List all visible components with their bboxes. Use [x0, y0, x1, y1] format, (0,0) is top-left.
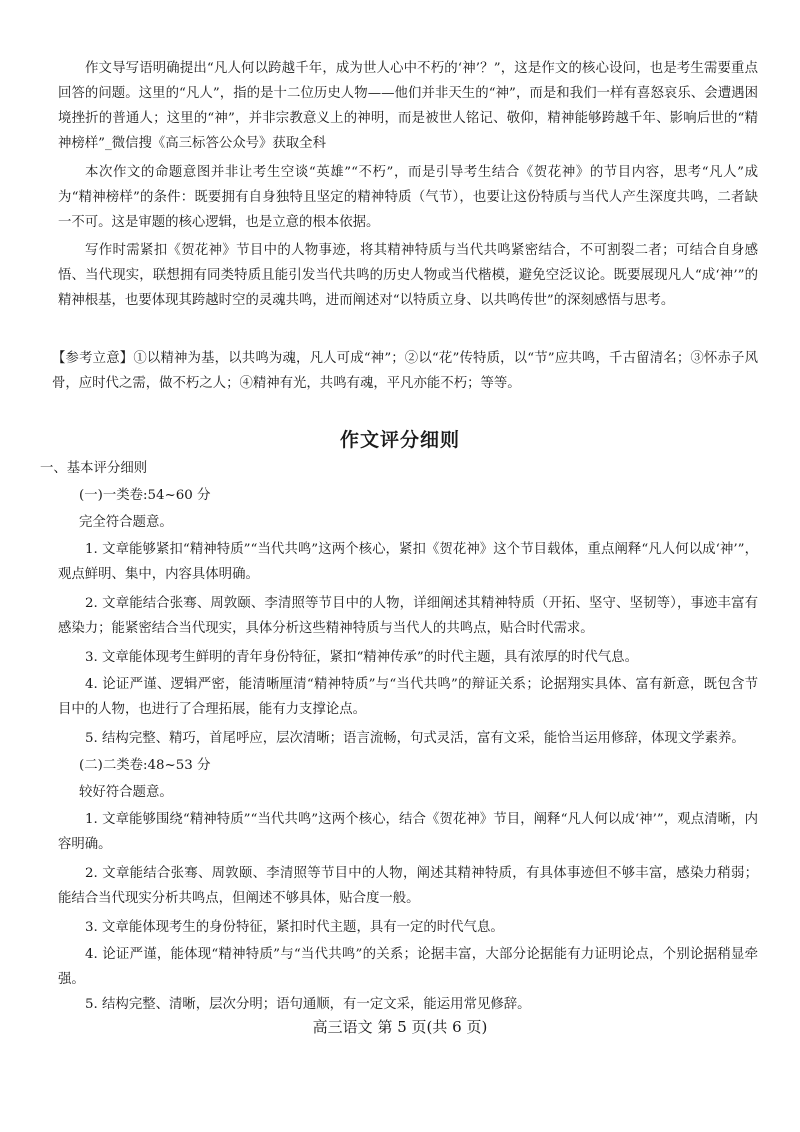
class1-item-5: 5. 结构完整、精巧，首尾呼应，层次清晰；语言流畅，句式灵活，富有文采，能恰当运用修辞，体现文学素养。 [85, 731, 745, 746]
intro-paragraph-2: 本次作文的命题意图并非让考生空谈“英雄”“不朽”，而是引导考生结合《贺花神》的节目内容，思考“凡人”成为“精神榜样”的条件：既要拥有自身独特且坚定的精神特质（气节），也要让这份特质与当代人产生深度共鸣，二者缺一不可。这是审题的核心逻辑，也是立意的根本依据。 [58, 165, 758, 230]
class1-summary: 完全符合题意。 [79, 515, 173, 530]
class2-item-4: 4. 论证严谨，能体现“精神特质”与“当代共鸣”的关系；论据丰富，大部分论据能有力证明论点，个别论据稍显牵强。 [58, 947, 758, 987]
class2-heading: (二)二类卷:48~53 分 [79, 758, 211, 773]
class1-item-2: 2. 文章能结合张骞、周敦颐、李清照等节目中的人物，详细阐述其精神特质（开拓、坚守、坚韧等），事迹丰富有感染力；能紧密结合当代现实，具体分析这些精神特质与当代人的共鸣点，贴合时代需求。 [58, 596, 758, 636]
intro-paragraph-1: 作文导写语明确提出“凡人何以跨越千年，成为世人心中不朽的‘神’？”，这是作文的核心设问，也是考生需要重点回答的问题。这里的“凡人”，指的是十二位历史人物——他们并非天生的“神”，而是和我们一样有喜怒哀乐、会遭遇困境挫折的普通人；这里的“神”，并非宗教意义上的神明，而是被世人铭记、敬仰，精神能够跨越千年、影响后世的“精神榜样”_微信搜《高三标答公众号》获取全科 [58, 61, 758, 151]
class2-item-5: 5. 结构完整、清晰，层次分明；语句通顺，有一定文采，能运用常见修辞。 [85, 997, 531, 1012]
class1-heading: (一)一类卷:54~60 分 [79, 488, 211, 503]
class2-summary: 较好符合题意。 [79, 785, 173, 800]
section-heading: 一、基本评分细则 [40, 461, 148, 476]
class1-item-3: 3. 文章能体现考生鲜明的青年身份特征，紧扣“精神传承”的时代主题，具有浓厚的时代气息。 [85, 650, 638, 665]
class2-item-1: 1. 文章能够围绕“精神特质”“当代共鸣”这两个核心，结合《贺花神》节目，阐释“凡人何以成‘神’”，观点清晰，内容明确。 [58, 812, 758, 852]
reference-theme: 【参考立意】①以精神为基，以共鸣为魂，凡人可成“神”；②以“花”传特质，以“节”应共鸣，千古留清名；③怀赤子风骨，应时代之需，做不朽之人；④精神有光，共鸣有魂，平凡亦能不朽；等等。 [52, 351, 758, 391]
class2-item-2: 2. 文章能结合张骞、周敦颐、李清照等节目中的人物，阐述其精神特质，有具体事迹但不够丰富，感染力稍弱；能结合当代现实分析共鸣点，但阐述不够具体，贴合度一般。 [58, 866, 758, 906]
class1-item-1: 1. 文章能够紧扣“精神特质”“当代共鸣”这两个核心，紧扣《贺花神》这个节目载体，重点阐释“凡人何以成‘神’”，观点鲜明、集中，内容具体明确。 [58, 542, 758, 582]
intro-paragraph-3: 写作时需紧扣《贺花神》节目中的人物事迹，将其精神特质与当代共鸣紧密结合，不可割裂二者；可结合自身感悟、当代现实，联想拥有同类特质且能引发当代共鸣的历史人物或当代楷模，避免空泛议论。既要展现凡人“成‘神’”的精神根基，也要体现其跨越时空的灵魂共鸣，进而阐述对“以特质立身、以共鸣传世”的深刻感悟与思考。 [58, 243, 758, 308]
page-footer: 高三语文 第 5 页(共 6 页) [312, 1018, 488, 1036]
page-title: 作文评分细则 [339, 429, 460, 451]
class1-item-4: 4. 论证严谨、逻辑严密，能清晰厘清“精神特质”与“当代共鸣”的辩证关系；论据翔实具体、富有新意，既包含节目中的人物，也进行了合理拓展，能有力支撑论点。 [58, 677, 758, 717]
class2-item-3: 3. 文章能体现考生的身份特征，紧扣时代主题，具有一定的时代气息。 [85, 920, 504, 935]
